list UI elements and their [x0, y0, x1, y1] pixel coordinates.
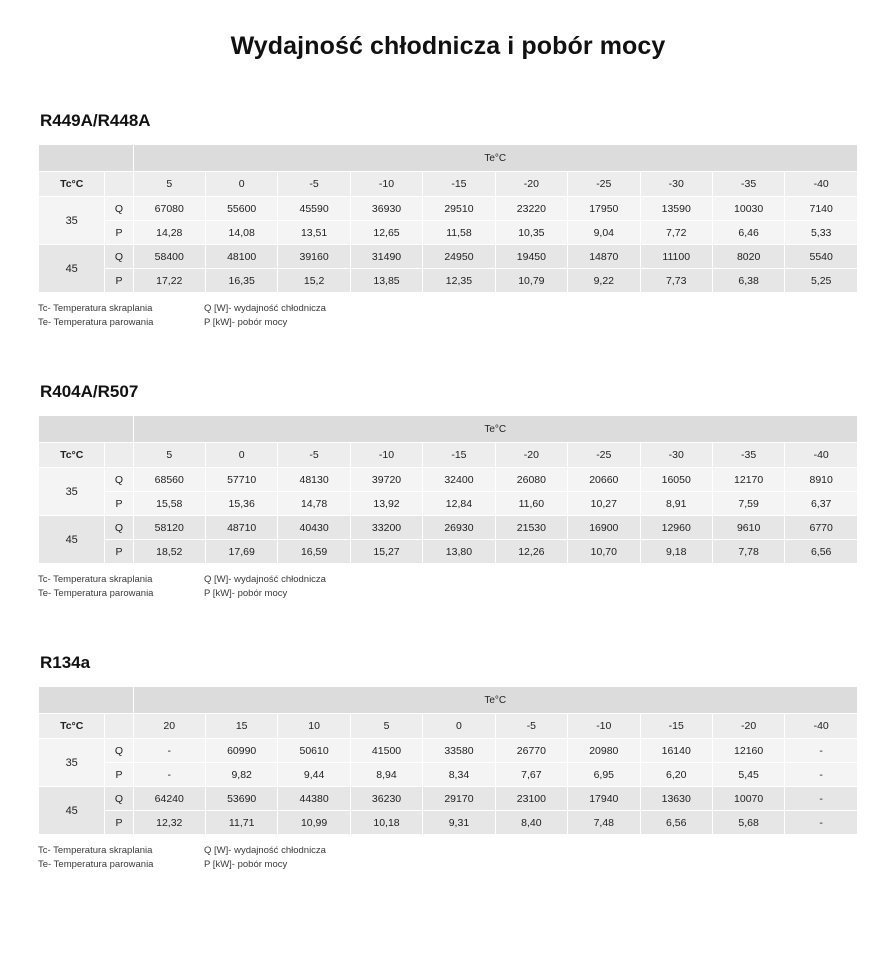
table-cell: -	[133, 739, 205, 763]
legend-q: Q [W]- wydajność chłodnicza	[204, 845, 326, 856]
qp-header-cell	[105, 714, 133, 739]
table-cell: 26080	[495, 468, 567, 492]
section-title: R404A/R507	[40, 382, 139, 401]
table-cell: 17940	[568, 787, 640, 811]
column-header-cell: -40	[785, 443, 858, 468]
column-header-cell: 0	[205, 443, 277, 468]
column-header-cell: -40	[785, 172, 858, 197]
table-header-row	[39, 714, 858, 739]
section-title: R449A/R448A	[40, 111, 151, 130]
column-header-cell: -5	[278, 172, 350, 197]
table-cell: 7,67	[495, 763, 567, 787]
q-row-label: Q	[105, 245, 133, 269]
p-row-label: P	[105, 763, 133, 787]
table-cell: 13,80	[423, 540, 495, 564]
table-cell: 6,38	[712, 269, 784, 293]
table-cell: 11,60	[495, 492, 567, 516]
table-cell: 10070	[712, 787, 784, 811]
column-header-cell: 15	[205, 714, 277, 739]
table-cell: 17,22	[133, 269, 205, 293]
table-cell: 6,37	[785, 492, 858, 516]
table-corner-cell	[39, 416, 134, 443]
table-cell: 15,36	[205, 492, 277, 516]
table-cell: 36230	[350, 787, 422, 811]
table-cell: 20980	[568, 739, 640, 763]
table-cell: 9,31	[423, 811, 495, 835]
table-cell: 6,20	[640, 763, 712, 787]
table-corner-cell	[39, 687, 134, 714]
document-page	[0, 32, 896, 872]
table-cell: 19450	[495, 245, 567, 269]
table-cell: 9,82	[205, 763, 277, 787]
table-cell: 58120	[133, 516, 205, 540]
p-row-label: P	[105, 221, 133, 245]
table-cell: 12960	[640, 516, 712, 540]
column-header-cell: -10	[350, 172, 422, 197]
column-header-cell: -10	[568, 714, 640, 739]
table-row	[39, 739, 858, 763]
column-header-cell: -35	[712, 443, 784, 468]
table-cell: -	[785, 811, 858, 835]
table-header-row	[39, 443, 858, 468]
q-row-label: Q	[105, 468, 133, 492]
column-header-cell: -35	[712, 172, 784, 197]
table-cell: 10,27	[568, 492, 640, 516]
table-cell: 57710	[205, 468, 277, 492]
table-cell: 7,48	[568, 811, 640, 835]
performance-table	[38, 686, 858, 835]
legend-te: Te- Temperatura parowania	[38, 588, 154, 599]
q-row-label: Q	[105, 197, 133, 221]
legend-p: P [kW]- pobór mocy	[204, 859, 288, 870]
q-row-label: Q	[105, 739, 133, 763]
legend-col-2	[204, 573, 504, 601]
tc-header-label: Tc°C	[39, 443, 105, 468]
table-cell: 24950	[423, 245, 495, 269]
table-cell: 68560	[133, 468, 205, 492]
table-cell: 7,73	[640, 269, 712, 293]
column-header-cell: -20	[712, 714, 784, 739]
table-cell: 29510	[423, 197, 495, 221]
p-row-label: P	[105, 492, 133, 516]
table-row	[39, 269, 858, 293]
table-cell: 48710	[205, 516, 277, 540]
table-cell: 23100	[495, 787, 567, 811]
table-row	[39, 197, 858, 221]
table-cell: 32400	[423, 468, 495, 492]
tc-value-cell: 45	[39, 245, 105, 293]
table-cell: 44380	[278, 787, 350, 811]
table-cell: 13,51	[278, 221, 350, 245]
column-header-cell: 5	[133, 443, 205, 468]
table-cell: 14870	[568, 245, 640, 269]
tc-header-label: Tc°C	[39, 714, 105, 739]
table-row	[39, 811, 858, 835]
performance-table	[38, 144, 858, 293]
performance-table-container	[38, 144, 858, 293]
table-cell: 5,68	[712, 811, 784, 835]
table-cell: 39160	[278, 245, 350, 269]
table-cell: 12,35	[423, 269, 495, 293]
table-cell: 31490	[350, 245, 422, 269]
table-cell: 13590	[640, 197, 712, 221]
table-cell: 45590	[278, 197, 350, 221]
table-cell: 50610	[278, 739, 350, 763]
legend-tc: Tc- Temperatura skraplania	[38, 303, 153, 314]
legend	[38, 844, 858, 872]
table-cell: 8,91	[640, 492, 712, 516]
column-header-cell: -30	[640, 443, 712, 468]
column-header-cell: -15	[423, 443, 495, 468]
column-header-cell: 20	[133, 714, 205, 739]
section-r404a-r507	[0, 382, 896, 601]
tc-value-cell: 35	[39, 739, 105, 787]
column-header-cell: 0	[205, 172, 277, 197]
table-cell: 7,72	[640, 221, 712, 245]
table-cell: 10,99	[278, 811, 350, 835]
table-cell: 26930	[423, 516, 495, 540]
column-header-cell: 0	[423, 714, 495, 739]
q-row-label: Q	[105, 516, 133, 540]
legend-q: Q [W]- wydajność chłodnicza	[204, 574, 326, 585]
te-header-label: Te°C	[133, 145, 857, 172]
table-cell: 7140	[785, 197, 858, 221]
column-header-cell: 10	[278, 714, 350, 739]
table-cell: 12,84	[423, 492, 495, 516]
table-header-te-row	[39, 145, 858, 172]
table-cell: 11100	[640, 245, 712, 269]
table-corner-cell	[39, 145, 134, 172]
table-cell: 14,08	[205, 221, 277, 245]
table-cell: 16,59	[278, 540, 350, 564]
legend-tc: Tc- Temperatura skraplania	[38, 845, 153, 856]
table-cell: 55600	[205, 197, 277, 221]
table-cell: 60990	[205, 739, 277, 763]
table-cell: 17,69	[205, 540, 277, 564]
table-row	[39, 468, 858, 492]
column-header-cell: -20	[495, 172, 567, 197]
table-cell: 5,33	[785, 221, 858, 245]
table-cell: 29170	[423, 787, 495, 811]
table-cell: 40430	[278, 516, 350, 540]
table-cell: 13630	[640, 787, 712, 811]
table-header-row	[39, 172, 858, 197]
table-cell: 16050	[640, 468, 712, 492]
table-cell: 5,25	[785, 269, 858, 293]
legend-p: P [kW]- pobór mocy	[204, 317, 288, 328]
legend-tc: Tc- Temperatura skraplania	[38, 574, 153, 585]
table-cell: 15,27	[350, 540, 422, 564]
legend-col-1	[38, 302, 204, 330]
column-header-cell: -15	[640, 714, 712, 739]
table-cell: 8910	[785, 468, 858, 492]
table-cell: 5,45	[712, 763, 784, 787]
table-header-te-row	[39, 416, 858, 443]
column-header-cell: -25	[568, 443, 640, 468]
table-cell: 15,2	[278, 269, 350, 293]
column-header-cell: -10	[350, 443, 422, 468]
table-cell: 17950	[568, 197, 640, 221]
performance-table-container	[38, 415, 858, 564]
q-row-label: Q	[105, 787, 133, 811]
tc-value-cell: 45	[39, 516, 105, 564]
tc-value-cell: 45	[39, 787, 105, 835]
table-row	[39, 492, 858, 516]
table-cell: 26770	[495, 739, 567, 763]
table-cell: 8020	[712, 245, 784, 269]
table-cell: 16140	[640, 739, 712, 763]
table-cell: 10,35	[495, 221, 567, 245]
column-header-cell: -5	[495, 714, 567, 739]
legend-q: Q [W]- wydajność chłodnicza	[204, 303, 326, 314]
table-cell: 10030	[712, 197, 784, 221]
column-header-cell: -25	[568, 172, 640, 197]
page-title: Wydajność chłodnicza i pobór mocy	[230, 32, 666, 60]
table-cell: -	[785, 787, 858, 811]
table-cell: 15,58	[133, 492, 205, 516]
legend-te: Te- Temperatura parowania	[38, 317, 154, 328]
table-cell: 7,59	[712, 492, 784, 516]
table-cell: 12170	[712, 468, 784, 492]
table-cell: 20660	[568, 468, 640, 492]
table-header-te-row	[39, 687, 858, 714]
table-cell: 13,85	[350, 269, 422, 293]
column-header-cell: -5	[278, 443, 350, 468]
table-cell: 9,44	[278, 763, 350, 787]
table-cell: 11,58	[423, 221, 495, 245]
column-header-cell: -40	[785, 714, 858, 739]
table-cell: 21530	[495, 516, 567, 540]
table-cell: 12160	[712, 739, 784, 763]
column-header-cell: -15	[423, 172, 495, 197]
table-cell: 6770	[785, 516, 858, 540]
table-cell: 9610	[712, 516, 784, 540]
column-header-cell: -20	[495, 443, 567, 468]
table-cell: 41500	[350, 739, 422, 763]
table-cell: 10,79	[495, 269, 567, 293]
table-cell: 9,22	[568, 269, 640, 293]
table-cell: 14,78	[278, 492, 350, 516]
table-cell: 5540	[785, 245, 858, 269]
table-cell: 8,34	[423, 763, 495, 787]
column-header-cell: 5	[350, 714, 422, 739]
column-header-cell: 5	[133, 172, 205, 197]
tc-value-cell: 35	[39, 197, 105, 245]
table-cell: 9,04	[568, 221, 640, 245]
legend-col-1	[38, 573, 204, 601]
table-cell: 64240	[133, 787, 205, 811]
table-cell: 10,70	[568, 540, 640, 564]
section-r449a-r448a	[0, 111, 896, 330]
table-cell: 12,65	[350, 221, 422, 245]
tc-header-label: Tc°C	[39, 172, 105, 197]
table-cell: 10,18	[350, 811, 422, 835]
table-cell: 9,18	[640, 540, 712, 564]
table-cell: 39720	[350, 468, 422, 492]
table-row	[39, 221, 858, 245]
table-cell: 58400	[133, 245, 205, 269]
te-header-label: Te°C	[133, 416, 857, 443]
table-cell: 8,94	[350, 763, 422, 787]
table-row	[39, 516, 858, 540]
legend-col-2	[204, 844, 504, 872]
table-cell: 36930	[350, 197, 422, 221]
table-cell: -	[785, 739, 858, 763]
table-cell: 16900	[568, 516, 640, 540]
performance-table	[38, 415, 858, 564]
table-cell: 23220	[495, 197, 567, 221]
table-cell: 13,92	[350, 492, 422, 516]
table-cell: 48130	[278, 468, 350, 492]
legend-p: P [kW]- pobór mocy	[204, 588, 288, 599]
table-cell: 16,35	[205, 269, 277, 293]
table-cell: 11,71	[205, 811, 277, 835]
table-cell: 6,56	[640, 811, 712, 835]
table-cell: 33200	[350, 516, 422, 540]
p-row-label: P	[105, 540, 133, 564]
table-cell: 18,52	[133, 540, 205, 564]
table-row	[39, 540, 858, 564]
legend	[38, 302, 858, 330]
tc-value-cell: 35	[39, 468, 105, 516]
table-cell: 8,40	[495, 811, 567, 835]
legend-col-2	[204, 302, 504, 330]
legend-te: Te- Temperatura parowania	[38, 859, 154, 870]
te-header-label: Te°C	[133, 687, 857, 714]
table-row	[39, 245, 858, 269]
table-cell: 6,46	[712, 221, 784, 245]
p-row-label: P	[105, 811, 133, 835]
p-row-label: P	[105, 269, 133, 293]
table-cell: 12,26	[495, 540, 567, 564]
table-cell: -	[785, 763, 858, 787]
table-cell: 12,32	[133, 811, 205, 835]
table-cell: 48100	[205, 245, 277, 269]
table-cell: -	[133, 763, 205, 787]
legend-col-1	[38, 844, 204, 872]
legend	[38, 573, 858, 601]
table-cell: 14,28	[133, 221, 205, 245]
table-row	[39, 787, 858, 811]
qp-header-cell	[105, 172, 133, 197]
section-title: R134a	[40, 653, 91, 672]
table-cell: 67080	[133, 197, 205, 221]
table-cell: 33580	[423, 739, 495, 763]
section-r134a	[0, 653, 896, 872]
performance-table-container	[38, 686, 858, 835]
table-cell: 6,56	[785, 540, 858, 564]
column-header-cell: -30	[640, 172, 712, 197]
table-cell: 53690	[205, 787, 277, 811]
table-cell: 7,78	[712, 540, 784, 564]
qp-header-cell	[105, 443, 133, 468]
table-row	[39, 763, 858, 787]
table-cell: 6,95	[568, 763, 640, 787]
